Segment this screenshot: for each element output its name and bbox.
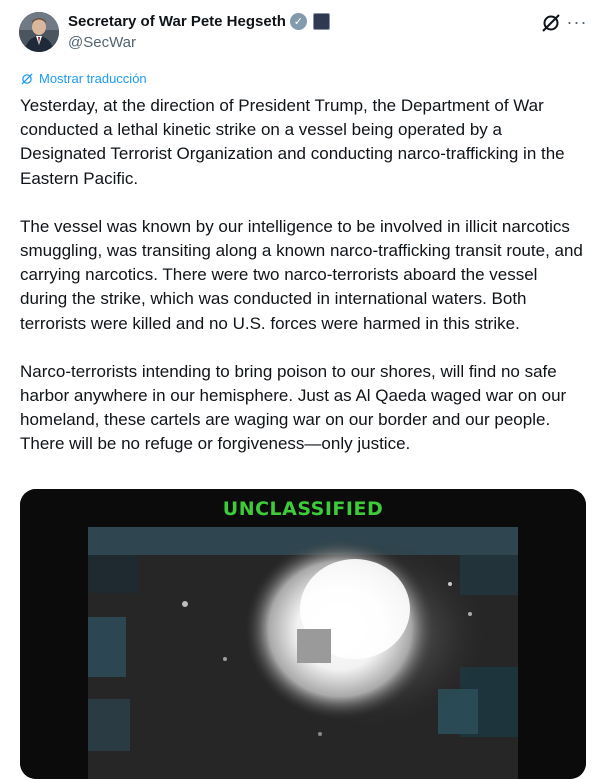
tweet-paragraph: Yesterday, at the direction of President Trump, the Department of War conducted a lethal kinetic strike on a vessel being operated by a Designated Terrorist Organization and conducting narco-trafficking in the Eastern Pacific. — [20, 96, 565, 188]
tweet-paragraph: Narco-terrorists intending to bring poison to our shores, will find no safe harbor anywhere in our hemisphere. Just as Al Qaeda waged war on our homeland, these cartels are waging war on our border and our people. There will be no refuge or forgiveness—only justice. — [20, 361, 567, 454]
grok-icon — [540, 12, 562, 34]
affiliate-seal-icon[interactable] — [313, 13, 330, 30]
author-name-row[interactable] — [68, 13, 330, 30]
more-options-button[interactable]: ··· — [566, 12, 588, 32]
verified-badge-icon[interactable]: ✓ — [290, 13, 307, 30]
tweet-text — [20, 94, 586, 457]
unclassified-label: UNCLASSIFIED — [222, 498, 384, 520]
author-handle[interactable]: @SecWar — [68, 34, 137, 51]
tweet-paragraph: The vessel was known by our intelligence to be involved in illicit narcotics smuggling, was transiting along a known narco-trafficking transit route, and carrying narcotics. There were two narco-terrorists aboard the vessel during the strike, which was conducted in international waters. Both terrorists were killed and no U.S. forces were harmed in this strike. — [20, 216, 583, 333]
grok-button[interactable] — [540, 12, 562, 34]
show-translation-label[interactable]: Mostrar traducción — [39, 71, 147, 86]
grok-icon — [20, 72, 34, 86]
author-avatar[interactable] — [19, 12, 59, 52]
strike-footage-image — [20, 489, 586, 779]
tweet-video[interactable] — [20, 489, 586, 779]
author-name[interactable]: Secretary of War Pete Hegseth — [68, 13, 286, 30]
person-portrait-icon — [19, 12, 59, 52]
show-translation-link[interactable] — [20, 71, 147, 86]
